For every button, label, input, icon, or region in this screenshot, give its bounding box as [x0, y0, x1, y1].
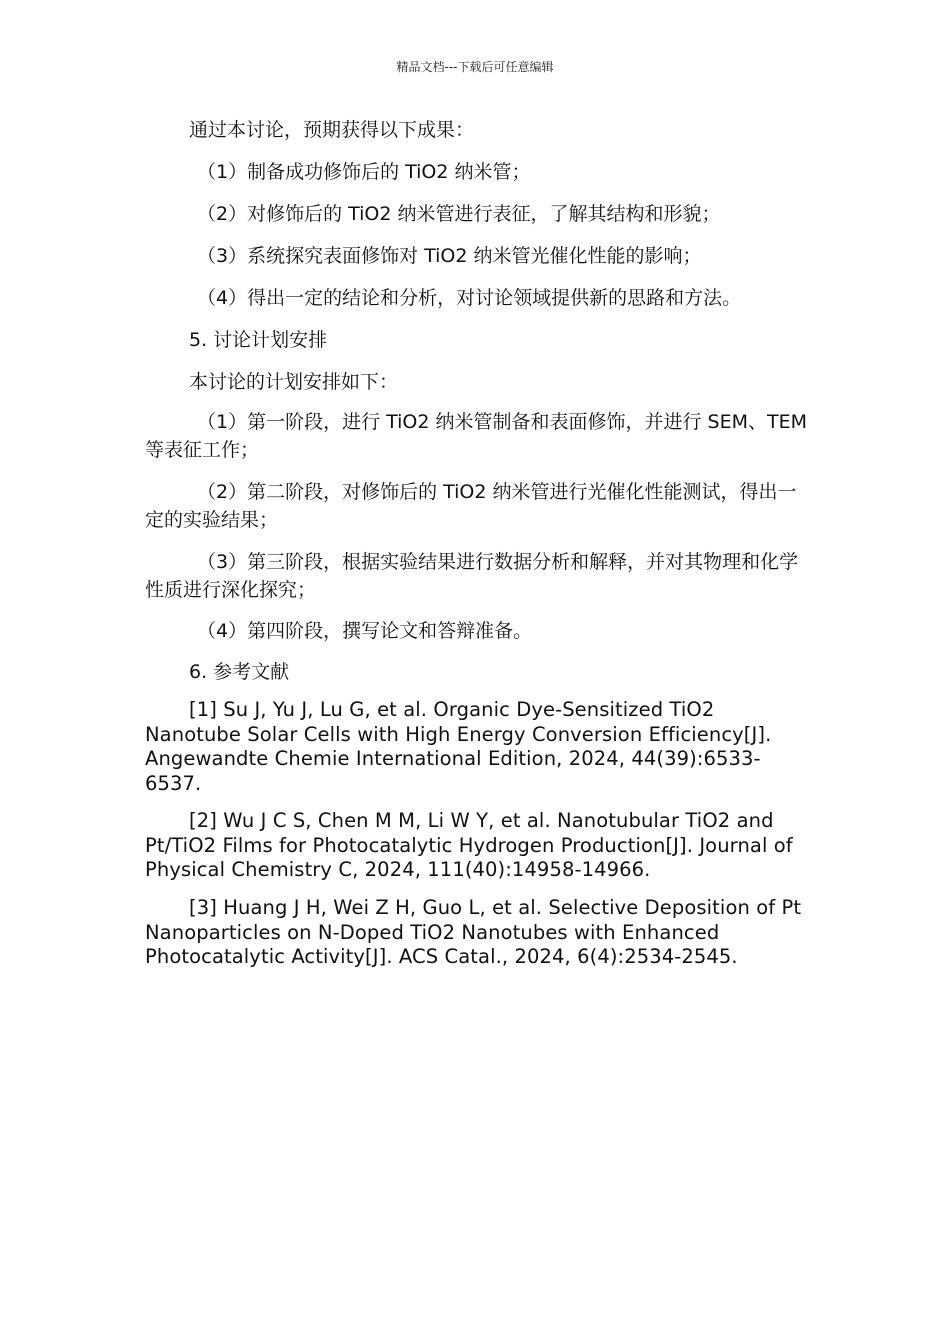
result-item-4: （4）得出一定的结论和分析，对讨论领域提供新的思路和方法。 [197, 287, 742, 309]
plan-item-4: （4）第四阶段，撰写论文和答辩准备。 [197, 620, 533, 642]
plan-item-2: （2）第二阶段，对修饰后的 TiO2 纳米管进行光催化性能测试，得出一定的实验结果； [145, 481, 797, 531]
reference-2: [2] Wu J C S, Chen M M, Li W Y, et al. Nanotubular TiO2 and Pt/TiO2 Films for Photocatalytic Hydrogen Production[J]. Journal of Physical Chemistry C, 2024, 111(40):14958-14966. [145, 809, 793, 881]
result-item-2: （2）对修饰后的 TiO2 纳米管进行表征，了解其结构和形貌； [197, 203, 721, 225]
page-header: 精品文档---下载后可任意编辑 [396, 60, 554, 74]
intro-paragraph: 通过本讨论，预期获得以下成果： [189, 119, 475, 141]
result-item-3: （3）系统探究表面修饰对 TiO2 纳米管光催化性能的影响； [197, 245, 702, 267]
section-6-heading: 6. 参考文献 [189, 661, 290, 683]
result-item-1: （1）制备成功修饰后的 TiO2 纳米管； [197, 161, 531, 183]
section-5-heading: 5. 讨论计划安排 [189, 329, 328, 351]
reference-3: [3] Huang J H, Wei Z H, Guo L, et al. Selective Deposition of Pt Nanoparticles on N-Doped TiO2 Nanotubes with Enhanced Photocatalytic Activity[J]. ACS Catal., 2024, 6(4):2534-2545. [145, 896, 802, 968]
plan-item-3: （3）第三阶段，根据实验结果进行数据分析和解释，并对其物理和化学性质进行深化探究； [145, 551, 799, 601]
plan-item-1: （1）第一阶段，进行 TiO2 纳米管制备和表面修饰，并进行 SEM、TEM 等表征工作； [145, 411, 808, 461]
plan-intro-paragraph: 本讨论的计划安排如下： [189, 371, 399, 393]
reference-1: [1] Su J, Yu J, Lu G, et al. Organic Dye-Sensitized TiO2 Nanotube Solar Cells with High Energy Conversion Efficiency[J]. Angewandte Chemie International Edition, 2024, 44(39):6533-6537. [145, 698, 772, 795]
